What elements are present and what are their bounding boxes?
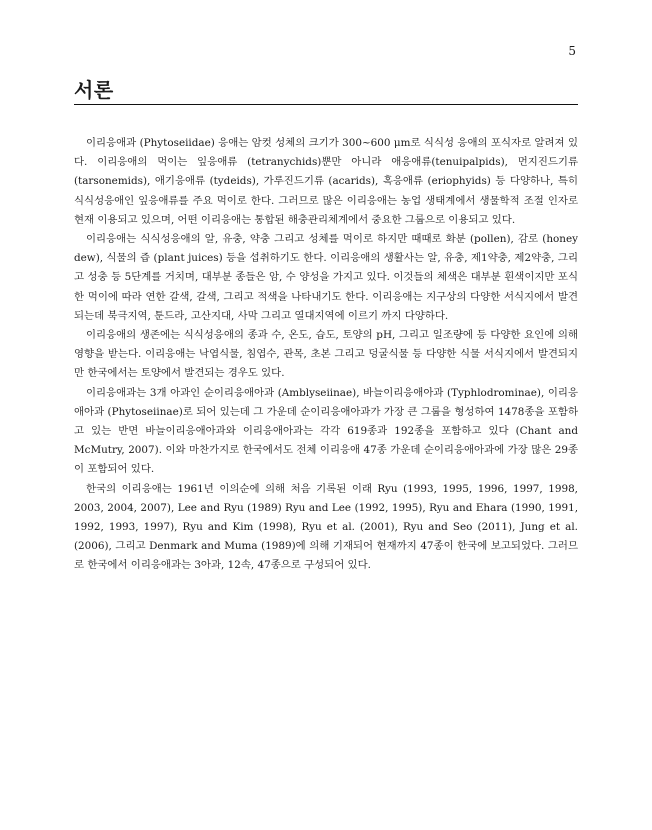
- paragraph-2: 이리응애는 식식성응애의 알, 유충, 약충 그리고 성체를 먹이로 하지만 때때로 화분 (pollen), 감로 (honey dew), 식물의 즙 (plant juices) 등을 섭취하기도 한다. 이리응애의 생활사는 알, 유충, 제1약충, 제2약충, 그리고 성충 등 5단계를 거치며, 대부분 종들은 암, 수 양성을 가지고 있다. 이것들의 체색은 대부분 흰색이지만 포식한 먹이에 따라 연한 갈색, 갈색, 그리고 적색을 나타내기도 한다. 이리응애는 지구상의 다양한 서식지에서 발견되는데 북극지역, 툰드라, 고산지대, 사막 그리고 열대지역에 이르기 까지 다양하다.: [74, 233, 578, 322]
- body-text: [74, 134, 578, 576]
- paragraph-1: 이리응애과 (Phytoseiidae) 응애는 암컷 성체의 크기가 300~600 μm로 식식성 응애의 포식자로 알려져 있다. 이리응애의 먹이는 잎응애류 (tetranychids)뿐만 아니라 애응애류(tenuipalpids), 먼지진드기류 (tarsonemids), 애기응애류 (tydeids), 가루진드기류 (acarids), 혹응애류 (eriophyids) 등 다양하나, 특히 식식성응애인 잎응애류를 주요 먹이로 한다. 그러므로 많은 이리응애는 농업 생태계에서 생물학적 조절 인자로 현재 이용되고 있으며, 어떤 이리응애는 통합된 해충관리체계에서 중요한 그룹으로 이용되고 있다.: [74, 137, 578, 226]
- page-number: 5: [568, 44, 576, 58]
- section-title: 서론: [74, 78, 114, 102]
- title-underline: [74, 104, 578, 105]
- paragraph-4: 이리응애과는 3개 아과인 순이리응애아과 (Amblyseiinae), 바늘이리응애아과 (Typhlodrominae), 이리응애아과 (Phytoseiinae)로 되어 있는데 그 가운데 순이리응애아과가 가장 큰 그룹을 형성하여 1478종을 포함하고 있는 반면 바늘이리응애아과와 이리응애아과는 각각 619종과 192종을 포함하고 있다 (Chant and McMutry, 2007). 이와 마찬가지로 한국에서도 전체 이리응애 47종 가운데 순이리응애아과에 가장 많은 29종이 포함되어 있다.: [74, 386, 578, 476]
- paragraph-3: 이리응애의 생존에는 식식성응애의 종과 수, 온도, 습도, 토양의 pH, 그리고 일조량에 등 다양한 요인에 의해 영향을 받는다. 이리응애는 낙엽식물, 침엽수, 관목, 초본 그리고 덩굴식물 등 다양한 식물 서식지에서 발견되지만 한국에서는 토양에서 발견되는 경우도 있다.: [74, 329, 578, 380]
- paragraph-5: 한국의 이리응애는 1961년 이의순에 의해 처음 기록된 이래 Ryu (1993, 1995, 1996, 1997, 1998, 2003, 2004, 2007), Lee and Ryu (1989) Ryu and Lee (1992, 1995), Ryu and Ehara (1990, 1991, 1992, 1993, 1997), Ryu and Kim (1998), Ryu et al. (2001), Ryu and Seo (2011), Jung et al. (2006), 그리고 Denmark and Muma (1989)에 의해 기재되어 현재까지 47종이 한국에 보고되었다. 그러므로 한국에서 이리응애과는 3아과, 12속, 47종으로 구성되어 있다.: [74, 482, 578, 572]
